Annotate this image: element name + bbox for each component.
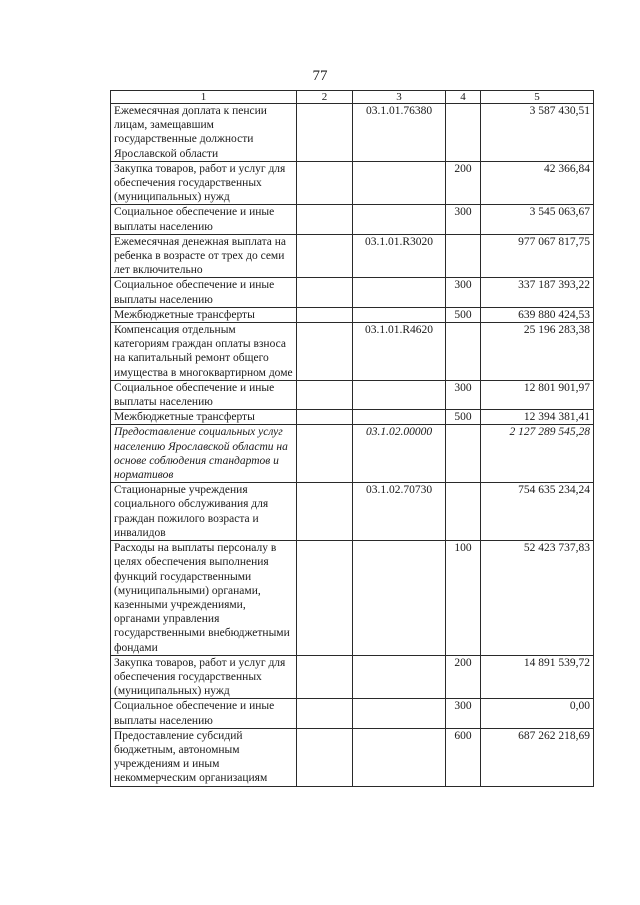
row-code bbox=[353, 410, 446, 425]
row-col2 bbox=[297, 728, 353, 786]
row-col2 bbox=[297, 161, 353, 205]
row-col2 bbox=[297, 655, 353, 699]
page-number: 77 bbox=[312, 68, 328, 84]
row-kind: 500 bbox=[446, 307, 481, 322]
row-kind: 600 bbox=[446, 728, 481, 786]
row-name: Ежемесячная денежная выплата на ребенка в возрасте от трех до семи лет включительно bbox=[111, 234, 297, 278]
row-amount: 12 801 901,97 bbox=[481, 380, 594, 409]
row-col2 bbox=[297, 483, 353, 541]
row-kind: 200 bbox=[446, 161, 481, 205]
row-col2 bbox=[297, 699, 353, 728]
table-row bbox=[111, 278, 594, 307]
row-col2 bbox=[297, 278, 353, 307]
table-row bbox=[111, 410, 594, 425]
row-amount: 977 067 817,75 bbox=[481, 234, 594, 278]
row-amount: 2 127 289 545,28 bbox=[481, 425, 594, 483]
table-row bbox=[111, 380, 594, 409]
row-name: Стационарные учреждения социального обслуживания для граждан пожилого возраста и инвалидов bbox=[111, 483, 297, 541]
row-name: Социальное обеспечение и иные выплаты населению bbox=[111, 205, 297, 234]
row-kind: 300 bbox=[446, 205, 481, 234]
row-amount: 12 394 381,41 bbox=[481, 410, 594, 425]
row-col2 bbox=[297, 234, 353, 278]
row-amount: 754 635 234,24 bbox=[481, 483, 594, 541]
row-code: 03.1.02.00000 bbox=[353, 425, 446, 483]
row-kind bbox=[446, 425, 481, 483]
row-col2 bbox=[297, 425, 353, 483]
row-name: Социальное обеспечение и иные выплаты населению bbox=[111, 699, 297, 728]
table-row bbox=[111, 307, 594, 322]
row-col2 bbox=[297, 205, 353, 234]
row-code: 03.1.01.R3020 bbox=[353, 234, 446, 278]
row-col2 bbox=[297, 541, 353, 656]
table-row bbox=[111, 104, 594, 162]
table-header-row bbox=[111, 91, 594, 104]
row-kind bbox=[446, 234, 481, 278]
table-row bbox=[111, 655, 594, 699]
row-col2 bbox=[297, 307, 353, 322]
row-name: Социальное обеспечение и иные выплаты населению bbox=[111, 380, 297, 409]
row-code bbox=[353, 205, 446, 234]
row-kind: 300 bbox=[446, 699, 481, 728]
row-code bbox=[353, 307, 446, 322]
row-kind bbox=[446, 483, 481, 541]
row-name: Межбюджетные трансферты bbox=[111, 410, 297, 425]
table-row bbox=[111, 541, 594, 656]
row-code bbox=[353, 380, 446, 409]
row-kind: 300 bbox=[446, 278, 481, 307]
row-kind: 200 bbox=[446, 655, 481, 699]
table-row bbox=[111, 699, 594, 728]
row-code bbox=[353, 655, 446, 699]
budget-table bbox=[110, 90, 594, 787]
row-amount: 25 196 283,38 bbox=[481, 323, 594, 381]
row-col2 bbox=[297, 104, 353, 162]
row-name: Ежемесячная доплата к пенсии лицам, замещавшим государственные должности Ярославской области bbox=[111, 104, 297, 162]
row-amount: 337 187 393,22 bbox=[481, 278, 594, 307]
row-amount: 3 545 063,67 bbox=[481, 205, 594, 234]
row-kind bbox=[446, 323, 481, 381]
row-name: Предоставление социальных услуг населению Ярославской области на основе соблюдения стандартов и нормативов bbox=[111, 425, 297, 483]
table-row bbox=[111, 728, 594, 786]
row-name: Социальное обеспечение и иные выплаты населению bbox=[111, 278, 297, 307]
header-col-3: 3 bbox=[353, 91, 446, 104]
row-col2 bbox=[297, 323, 353, 381]
row-code bbox=[353, 699, 446, 728]
table-row bbox=[111, 161, 594, 205]
row-code bbox=[353, 541, 446, 656]
row-col2 bbox=[297, 380, 353, 409]
row-name: Компенсация отдельным категориям граждан оплаты взноса на капитальный ремонт общего имущества в многоквартирном доме bbox=[111, 323, 297, 381]
row-amount: 3 587 430,51 bbox=[481, 104, 594, 162]
row-amount: 52 423 737,83 bbox=[481, 541, 594, 656]
table-row bbox=[111, 234, 594, 278]
row-code: 03.1.02.70730 bbox=[353, 483, 446, 541]
header-col-1: 1 bbox=[111, 91, 297, 104]
row-name: Межбюджетные трансферты bbox=[111, 307, 297, 322]
row-kind: 100 bbox=[446, 541, 481, 656]
row-code bbox=[353, 728, 446, 786]
header-col-5: 5 bbox=[481, 91, 594, 104]
row-col2 bbox=[297, 410, 353, 425]
row-amount: 0,00 bbox=[481, 699, 594, 728]
row-name: Закупка товаров, работ и услуг для обеспечения государственных (муниципальных) нужд bbox=[111, 161, 297, 205]
row-amount: 687 262 218,69 bbox=[481, 728, 594, 786]
row-code: 03.1.01.R4620 bbox=[353, 323, 446, 381]
row-code bbox=[353, 278, 446, 307]
row-name: Расходы на выплаты персоналу в целях обеспечения выполнения функций государственными (муниципальными) органами, казенными учреждениями, органами управления государственными внебюджетными фондами bbox=[111, 541, 297, 656]
table-row bbox=[111, 323, 594, 381]
table-row bbox=[111, 205, 594, 234]
header-col-4: 4 bbox=[446, 91, 481, 104]
table-row-section bbox=[111, 425, 594, 483]
row-kind: 500 bbox=[446, 410, 481, 425]
row-amount: 42 366,84 bbox=[481, 161, 594, 205]
row-amount: 639 880 424,53 bbox=[481, 307, 594, 322]
row-name: Предоставление субсидий бюджетным, автономным учреждениям и иным некоммерческим организациям bbox=[111, 728, 297, 786]
row-kind: 300 bbox=[446, 380, 481, 409]
row-code bbox=[353, 161, 446, 205]
row-name: Закупка товаров, работ и услуг для обеспечения государственных (муниципальных) нужд bbox=[111, 655, 297, 699]
table-row bbox=[111, 483, 594, 541]
header-col-2: 2 bbox=[297, 91, 353, 104]
row-kind bbox=[446, 104, 481, 162]
row-amount: 14 891 539,72 bbox=[481, 655, 594, 699]
row-code: 03.1.01.76380 bbox=[353, 104, 446, 162]
